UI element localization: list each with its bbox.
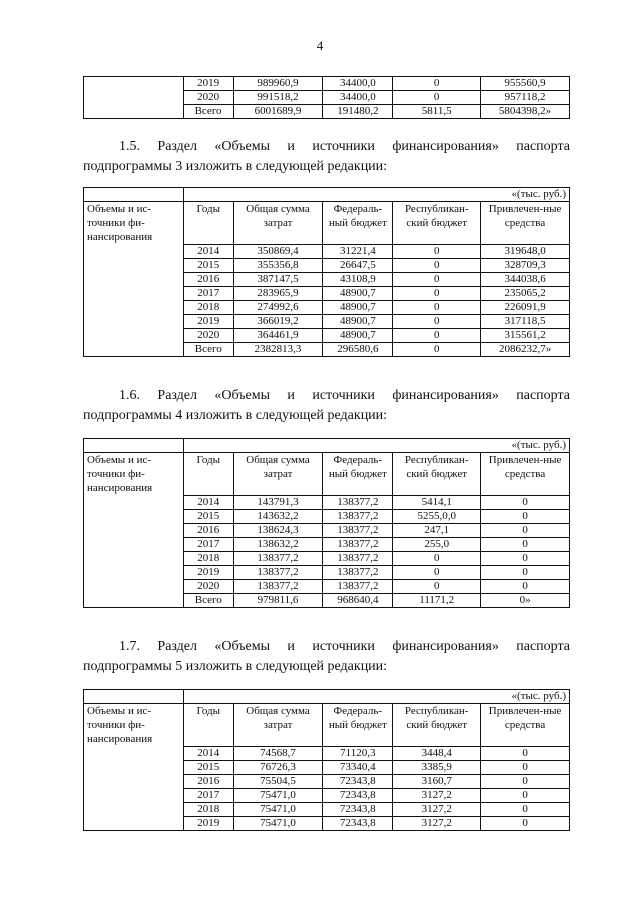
total-cell: 387147,5 (233, 273, 323, 287)
year-cell: 2019 (183, 566, 233, 580)
header-republic: Республикан-ский бюджет (393, 453, 481, 496)
year-cell: 2015 (183, 510, 233, 524)
year-cell: 2019 (183, 315, 233, 329)
total-cell: 138377,2 (233, 552, 323, 566)
federal-cell: 48900,7 (323, 301, 393, 315)
total-cell: 76726,3 (233, 761, 323, 775)
year-cell: 2015 (183, 259, 233, 273)
header-attracted: Привлечен-ные средства (481, 453, 570, 496)
blank-cell (84, 188, 184, 202)
republic-cell: 0 (393, 91, 481, 105)
total-cell: 350869,4 (233, 245, 323, 259)
financing-table-continued (83, 76, 570, 119)
header-row (84, 453, 570, 496)
unit-label: «(тыс. руб.) (183, 439, 569, 453)
federal-cell: 72343,8 (323, 803, 393, 817)
financing-table-subprogram-4 (83, 438, 570, 608)
year-cell: 2017 (183, 789, 233, 803)
total-cell: 989960,9 (233, 77, 323, 91)
header-years: Годы (183, 202, 233, 245)
republic-cell: 0 (393, 580, 481, 594)
republic-cell: 0 (393, 77, 481, 91)
year-cell: 2016 (183, 273, 233, 287)
header-federal: Федераль-ный бюджет (323, 704, 393, 747)
blank-cell (84, 439, 184, 453)
year-cell: 2020 (183, 580, 233, 594)
total-cell: 138632,2 (233, 538, 323, 552)
year-cell: 2016 (183, 775, 233, 789)
total-cell: 143632,2 (233, 510, 323, 524)
header-republic: Республикан-ский бюджет (393, 704, 481, 747)
federal-cell: 138377,2 (323, 566, 393, 580)
total-cell: 283965,9 (233, 287, 323, 301)
header-total: Общая сумма затрат (233, 704, 323, 747)
total-cell: 355356,8 (233, 259, 323, 273)
republic-cell: 247,1 (393, 524, 481, 538)
year-cell: 2019 (183, 817, 233, 831)
header-years: Годы (183, 453, 233, 496)
federal-cell: 138377,2 (323, 552, 393, 566)
attracted-cell: 957118,2 (481, 91, 570, 105)
attracted-cell: 0 (481, 524, 570, 538)
header-total: Общая сумма затрат (233, 453, 323, 496)
volumes-and-sources-label: Объемы и ис-точники фи-нансирования (84, 453, 184, 608)
year-cell: 2015 (183, 761, 233, 775)
table-row (84, 77, 570, 91)
header-total: Общая сумма затрат (233, 202, 323, 245)
unit-row (84, 439, 570, 453)
attracted-cell: 317118,5 (481, 315, 570, 329)
header-row (84, 202, 570, 245)
republic-cell: 255,0 (393, 538, 481, 552)
total-cell: 364461,9 (233, 329, 323, 343)
federal-cell: 138377,2 (323, 538, 393, 552)
republic-cell: 0 (393, 315, 481, 329)
federal-cell: 31221,4 (323, 245, 393, 259)
header-row (84, 704, 570, 747)
header-attracted: Привлечен-ные средства (481, 202, 570, 245)
attracted-cell: 0 (481, 789, 570, 803)
paragraph-1-5: 1.5. Раздел «Объемы и источники финансирования» паспорта подпрограммы 3 изложить в следующей редакции: (83, 139, 570, 174)
federal-cell: 138377,2 (323, 580, 393, 594)
federal-cell: 34400,0 (323, 91, 393, 105)
attracted-cell: 0 (481, 538, 570, 552)
federal-cell: 138377,2 (323, 496, 393, 510)
federal-cell: 72343,8 (323, 789, 393, 803)
blank-cell (84, 690, 184, 704)
year-cell: 2017 (183, 287, 233, 301)
federal-cell: 71120,3 (323, 747, 393, 761)
year-cell: Всего (183, 343, 233, 357)
volumes-and-sources-label: Объемы и ис-точники фи-нансирования (84, 202, 184, 357)
attracted-cell: 315561,2 (481, 329, 570, 343)
header-federal: Федераль-ный бюджет (323, 453, 393, 496)
year-cell: 2014 (183, 747, 233, 761)
attracted-cell: 2086232,7» (481, 343, 570, 357)
attracted-cell: 235065,2 (481, 287, 570, 301)
republic-cell: 0 (393, 273, 481, 287)
republic-cell: 3127,2 (393, 789, 481, 803)
year-cell: 2018 (183, 803, 233, 817)
attracted-cell: 0 (481, 803, 570, 817)
total-cell: 75471,0 (233, 789, 323, 803)
republic-cell: 11171,2 (393, 594, 481, 608)
republic-cell: 0 (393, 329, 481, 343)
republic-cell: 3385,9 (393, 761, 481, 775)
republic-cell: 3160,7 (393, 775, 481, 789)
total-cell: 75504,5 (233, 775, 323, 789)
republic-cell: 3127,2 (393, 803, 481, 817)
attracted-cell: 0 (481, 566, 570, 580)
year-cell: 2016 (183, 524, 233, 538)
republic-cell: 5811,5 (393, 105, 481, 119)
total-cell: 2382813,3 (233, 343, 323, 357)
republic-cell: 0 (393, 287, 481, 301)
total-cell: 75471,0 (233, 817, 323, 831)
federal-cell: 72343,8 (323, 817, 393, 831)
attracted-cell: 0 (481, 510, 570, 524)
republic-cell: 5414,1 (393, 496, 481, 510)
republic-cell: 0 (393, 343, 481, 357)
attracted-cell: 0 (481, 747, 570, 761)
attracted-cell: 0 (481, 496, 570, 510)
year-cell: 2020 (183, 329, 233, 343)
republic-cell: 3127,2 (393, 817, 481, 831)
year-cell: 2018 (183, 552, 233, 566)
unit-label: «(тыс. руб.) (183, 690, 569, 704)
federal-cell: 138377,2 (323, 524, 393, 538)
total-cell: 75471,0 (233, 803, 323, 817)
federal-cell: 48900,7 (323, 287, 393, 301)
header-republic: Республикан-ский бюджет (393, 202, 481, 245)
total-cell: 6001689,9 (233, 105, 323, 119)
republic-cell: 5255,0,0 (393, 510, 481, 524)
republic-cell: 3448,4 (393, 747, 481, 761)
attracted-cell: 955560,9 (481, 77, 570, 91)
federal-cell: 34400,0 (323, 77, 393, 91)
federal-cell: 73340,4 (323, 761, 393, 775)
year-cell: Всего (183, 105, 233, 119)
attracted-cell: 0 (481, 775, 570, 789)
total-cell: 143791,3 (233, 496, 323, 510)
year-cell: 2018 (183, 301, 233, 315)
republic-cell: 0 (393, 566, 481, 580)
federal-cell: 48900,7 (323, 315, 393, 329)
header-federal: Федераль-ный бюджет (323, 202, 393, 245)
republic-cell: 0 (393, 301, 481, 315)
federal-cell: 968640,4 (323, 594, 393, 608)
federal-cell: 72343,8 (323, 775, 393, 789)
federal-cell: 26647,5 (323, 259, 393, 273)
volumes-and-sources-label: Объемы и ис-точники фи-нансирования (84, 704, 184, 831)
year-cell: 2020 (183, 91, 233, 105)
federal-cell: 43108,9 (323, 273, 393, 287)
page-number: 4 (316, 38, 324, 53)
total-cell: 366019,2 (233, 315, 323, 329)
unit-label: «(тыс. руб.) (183, 188, 569, 202)
attracted-cell: 5804398,2» (481, 105, 570, 119)
attracted-cell: 0 (481, 580, 570, 594)
republic-cell: 0 (393, 552, 481, 566)
attracted-cell: 319648,0 (481, 245, 570, 259)
year-cell: 2017 (183, 538, 233, 552)
attracted-cell: 0 (481, 761, 570, 775)
total-cell: 138377,2 (233, 580, 323, 594)
year-cell: 2014 (183, 245, 233, 259)
header-years: Годы (183, 704, 233, 747)
total-cell: 991518,2 (233, 91, 323, 105)
financing-table-subprogram-3 (83, 187, 570, 357)
federal-cell: 48900,7 (323, 329, 393, 343)
total-cell: 138624,3 (233, 524, 323, 538)
year-cell: Всего (183, 594, 233, 608)
paragraph-1-7: 1.7. Раздел «Объемы и источники финансирования» паспорта подпрограммы 5 изложить в следующей редакции: (83, 639, 570, 674)
financing-table-subprogram-5 (83, 689, 570, 831)
attracted-cell: 344038,6 (481, 273, 570, 287)
attracted-cell: 0» (481, 594, 570, 608)
republic-cell: 0 (393, 259, 481, 273)
federal-cell: 138377,2 (323, 510, 393, 524)
federal-cell: 296580,6 (323, 343, 393, 357)
attracted-cell: 328709,3 (481, 259, 570, 273)
total-cell: 979811,6 (233, 594, 323, 608)
unit-row (84, 188, 570, 202)
attracted-cell: 0 (481, 552, 570, 566)
year-cell: 2019 (183, 77, 233, 91)
federal-cell: 191480,2 (323, 105, 393, 119)
header-attracted: Привлечен-ные средства (481, 704, 570, 747)
republic-cell: 0 (393, 245, 481, 259)
total-cell: 74568,7 (233, 747, 323, 761)
blank-cell (84, 77, 184, 119)
unit-row (84, 690, 570, 704)
attracted-cell: 0 (481, 817, 570, 831)
total-cell: 274992,6 (233, 301, 323, 315)
total-cell: 138377,2 (233, 566, 323, 580)
year-cell: 2014 (183, 496, 233, 510)
attracted-cell: 226091,9 (481, 301, 570, 315)
paragraph-1-6: 1.6. Раздел «Объемы и источники финансирования» паспорта подпрограммы 4 изложить в следующей редакции: (83, 388, 570, 423)
